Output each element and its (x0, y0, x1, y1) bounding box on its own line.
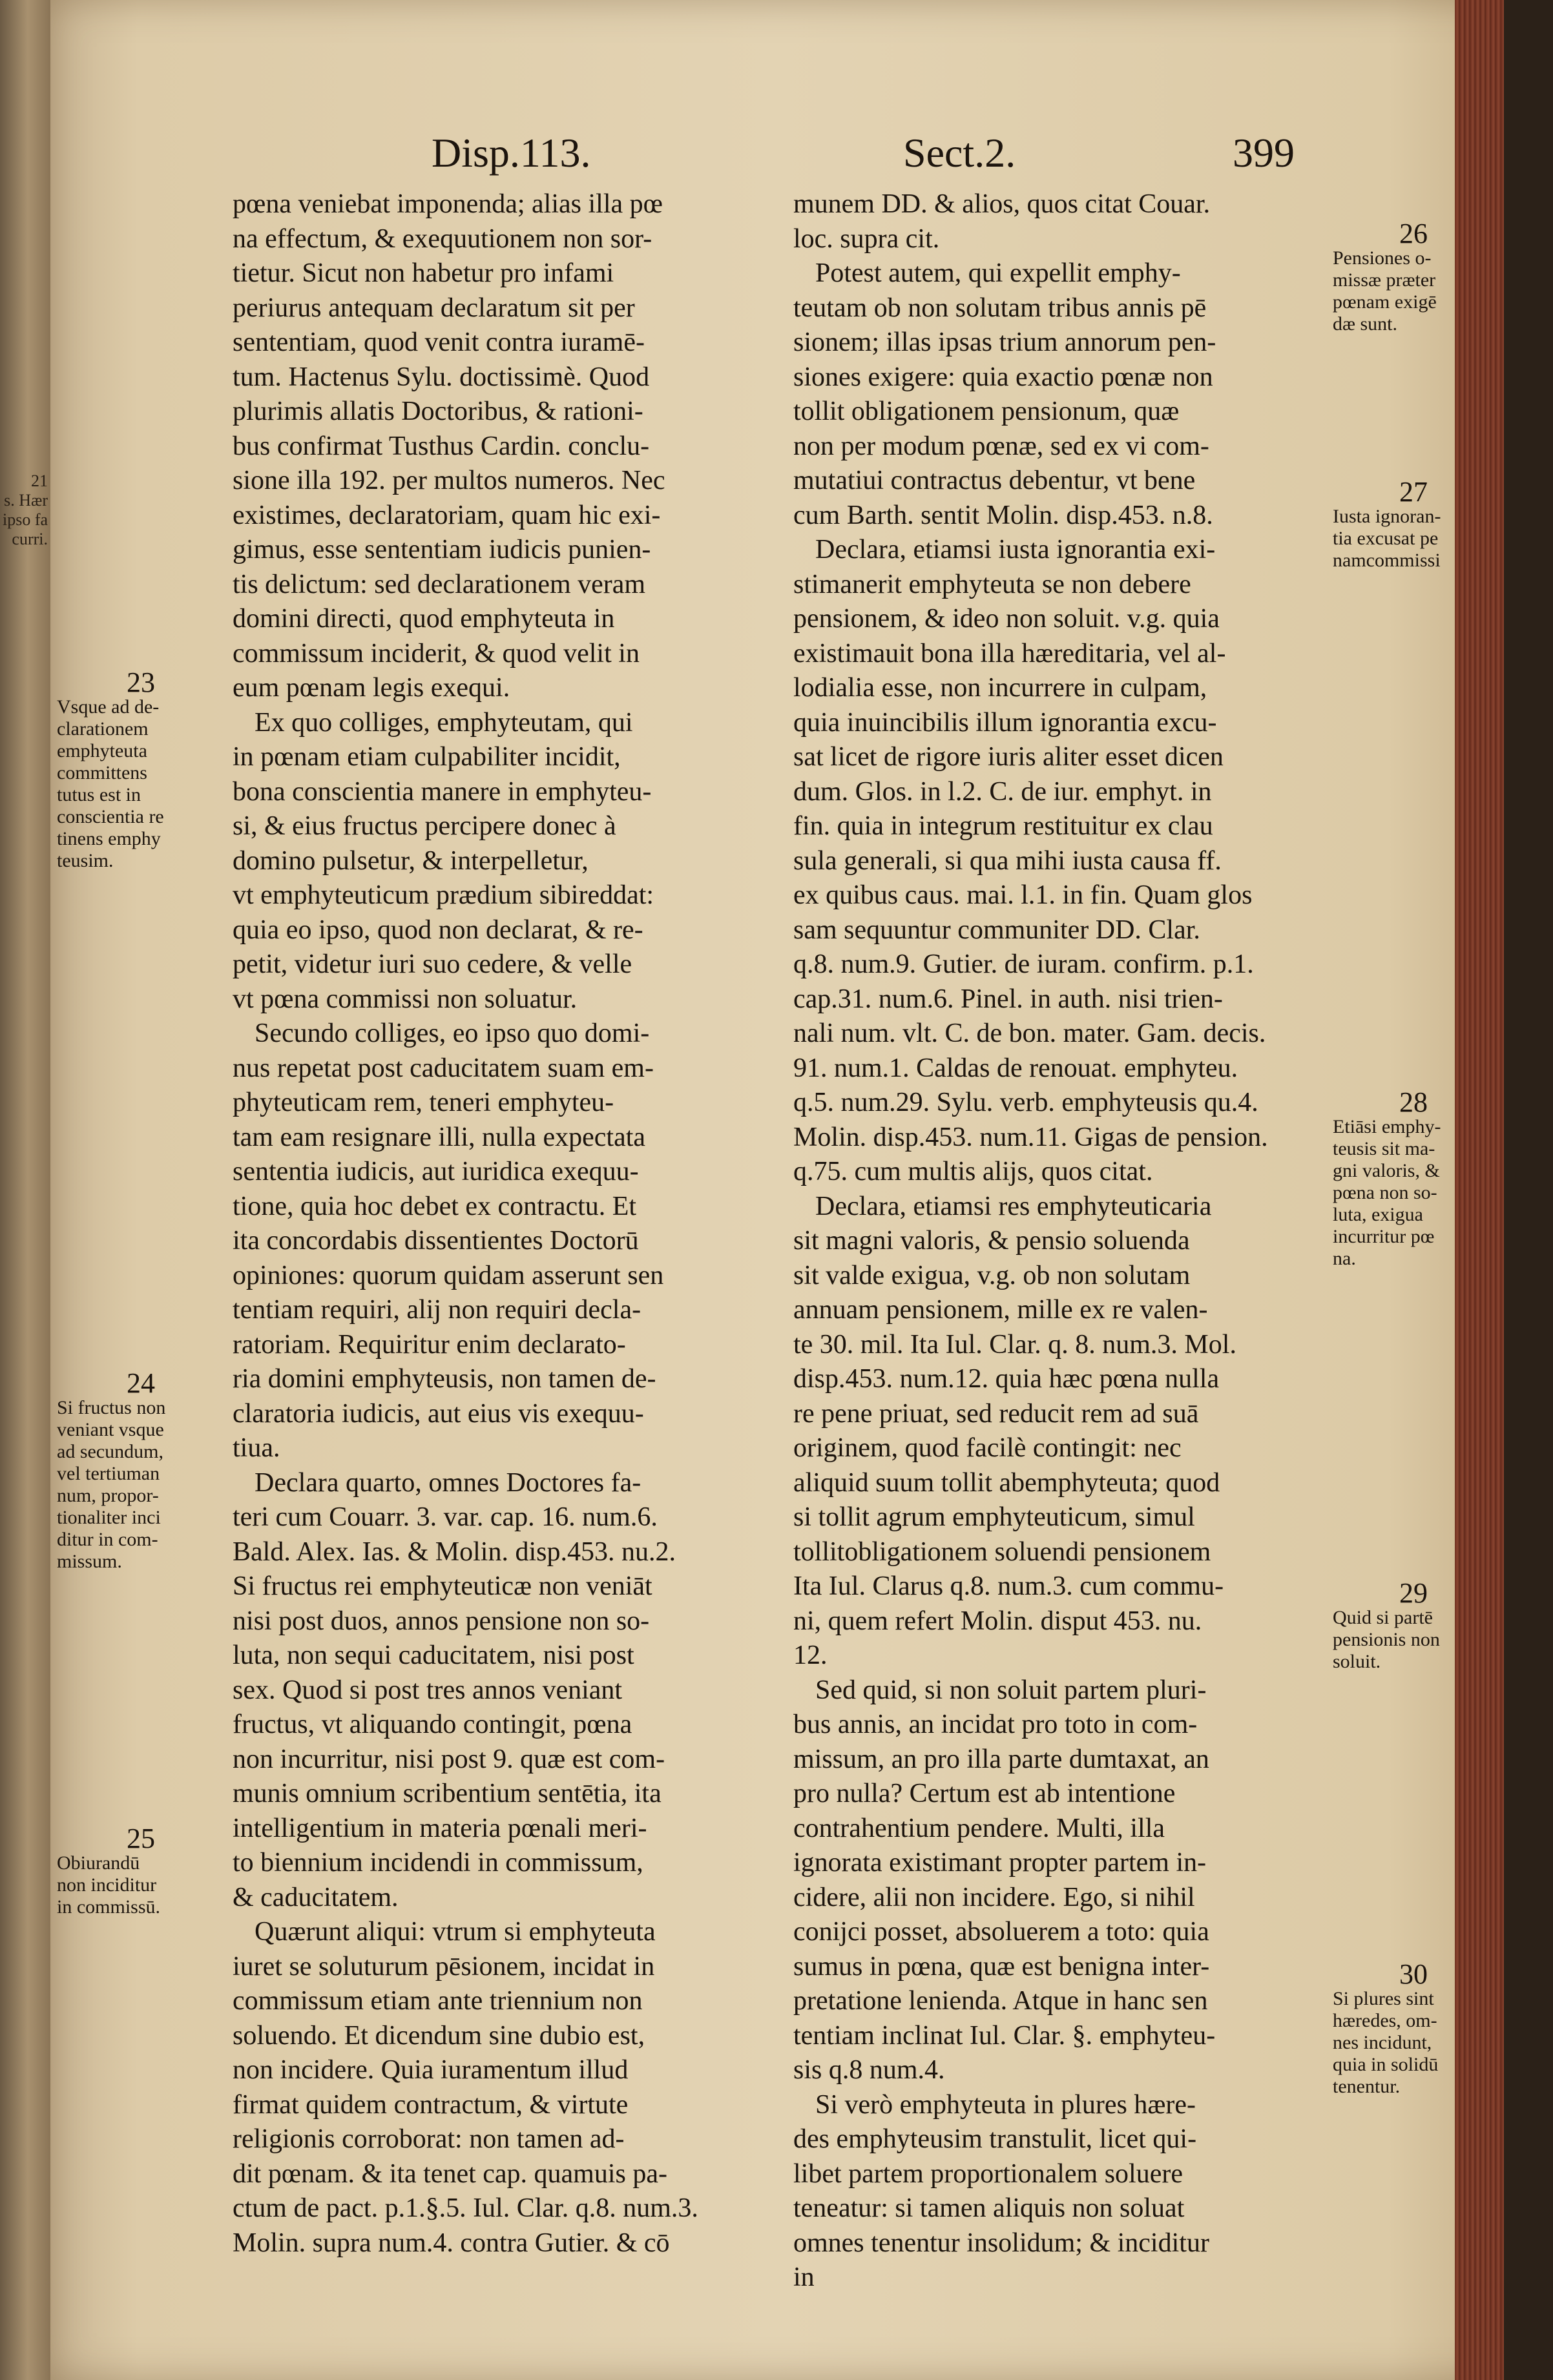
text-line: non incidere. Quia iuramentum illud (233, 2055, 629, 2085)
margin-note-line: pœnam exigē (1333, 291, 1437, 313)
text-line: in pœnam etiam culpabiliter incidit, (233, 742, 621, 772)
text-line: & caducitatem. (233, 1882, 399, 1912)
margin-note-line: luta, exigua (1333, 1204, 1423, 1225)
margin-note-line: veniant vsque (57, 1419, 164, 1440)
text-line: opiniones: quorum quidam asserunt sen (233, 1260, 664, 1290)
text-line: munis omnium scribentium sentētia, ita (233, 1779, 662, 1808)
text-line: aliquid suum tollit abemphyteuta; quod (793, 1467, 1220, 1498)
text-line: si tollit agrum emphyteuticum, simul (793, 1502, 1195, 1532)
text-line: soluendo. Et dicendum sine dubio est, (233, 2020, 645, 2051)
margin-note-line: num, propor- (57, 1485, 159, 1506)
text-line: in (793, 2262, 815, 2292)
text-line: siones exigere: quia exactio pœnæ non (793, 362, 1213, 392)
text-line: re pene priuat, sed reducit rem ad suā (793, 1398, 1199, 1429)
margin-note-line: vel tertiuman (57, 1463, 160, 1484)
text-line: sis q.8 num.4. (793, 2055, 945, 2085)
text-line: commissum inciderit, & quod velit in (233, 638, 640, 668)
margin-note-line: quia in solidū (1333, 2054, 1439, 2075)
margin-note-line: Quid si partē (1333, 1607, 1433, 1628)
margin-note-line: soluit. (1333, 1651, 1381, 1672)
text-line: munem DD. & alios, quos citat Couar. (793, 189, 1211, 219)
text-line: sententiam, quod venit contra iuramē- (233, 327, 645, 357)
text-line: pensionem, & ideo non soluit. v.g. quia (793, 604, 1220, 634)
text-line: Si fructus rei emphyteuticæ non veniāt (233, 1571, 652, 1601)
margin-note-line: non inciditur (57, 1874, 157, 1896)
text-line: intelligentium in materia pœnali meri- (233, 1813, 647, 1843)
text-line: tietur. Sicut non habetur pro infami (233, 258, 614, 288)
text-line: plurimis allatis Doctoribus, & rationi- (233, 397, 643, 426)
margin-note-line: namcommissi (1333, 550, 1441, 571)
text-line: bus annis, an incidat pro toto in com- (793, 1710, 1198, 1739)
text-line: teutam ob non solutam tribus annis pē (793, 293, 1207, 323)
text-line: q.8. num.9. Gutier. de iuram. confirm. p.1. (793, 949, 1254, 979)
text-line: ria domini emphyteusis, non tamen de- (233, 1364, 656, 1394)
text-line: Quærunt aliqui: vtrum si emphyteuta (255, 1917, 656, 1947)
text-line: lodialia esse, non incurrere in culpam, (793, 673, 1207, 703)
text-line: dit pœnam. & ita tenet cap. quamuis pa- (233, 2158, 667, 2189)
margin-note-line: Obiurandū (57, 1852, 140, 1874)
text-line: sat licet de rigore iuris aliter esset dicen (793, 742, 1224, 772)
text-line: annuam pensionem, mille ex re valen- (793, 1295, 1208, 1325)
text-line: religionis corroborat: non tamen ad- (233, 2124, 625, 2154)
margin-note-line: gni valoris, & (1333, 1160, 1440, 1181)
text-line: sula generali, si qua mihi iusta causa ff. (793, 845, 1222, 876)
text-line: commissum etiam ante triennium non (233, 1986, 643, 2016)
margin-note-24 (57, 1367, 225, 1573)
margin-note-number: 24 (127, 1367, 155, 1399)
text-line: originem, quod facilè contingit: nec (793, 1433, 1182, 1463)
text-line: sententia iudicis, aut iuridica exequu- (233, 1157, 639, 1186)
text-line: sit magni valoris, & pensio soluenda (793, 1226, 1190, 1256)
text-line: Potest autem, qui expellit emphy- (815, 258, 1181, 288)
text-line: nisi post duos, annos pensione non so- (233, 1606, 650, 1636)
text-line: iuret se soluturum pēsionem, incidat in (233, 1951, 655, 1982)
margin-note-line: ad secundum, (57, 1441, 163, 1462)
text-line: ignorata existimant propter partem in- (793, 1848, 1207, 1878)
margin-note-line: Iusta ignoran- (1333, 506, 1441, 527)
text-line: to biennium incidendi in commissum, (233, 1848, 643, 1878)
text-line: mutatiui contractus debentur, vt bene (793, 466, 1196, 495)
text-line: teri cum Couarr. 3. var. cap. 16. num.6. (233, 1502, 658, 1532)
text-line: quia eo ipso, quod non declarat, & re- (233, 915, 643, 945)
previous-page-margin-notes (3, 471, 48, 549)
right-text-column (793, 187, 1323, 2295)
text-line: tentiam requiri, alij non requiri decla- (233, 1295, 641, 1325)
prev-margin-line: 21 (31, 471, 48, 490)
text-line: tum. Hactenus Sylu. doctissimè. Quod (233, 362, 650, 392)
text-line: vt emphyteuticum prædium sibireddat: (233, 880, 654, 910)
margin-note-line: committens (57, 762, 147, 783)
margin-note-line: emphyteuta (57, 740, 147, 761)
text-line: Declara quarto, omnes Doctores fa- (255, 1467, 641, 1498)
margin-note-line: nes incidunt, (1333, 2032, 1432, 2053)
text-line: pretatione lenienda. Atque in hanc sen (793, 1986, 1208, 2016)
text-line: Declara, etiamsi iusta ignorantia exi- (815, 535, 1216, 564)
text-line: q.5. num.29. Sylu. verb. emphyteusis qu.4. (793, 1088, 1258, 1117)
margin-note-line: ditur in com- (57, 1529, 158, 1550)
text-line: te 30. mil. Ita Iul. Clar. q. 8. num.3. Mol. (793, 1329, 1236, 1360)
margin-note-line: Vsque ad de- (57, 696, 160, 718)
margin-note-line: na. (1333, 1248, 1356, 1269)
text-line: pœna veniebat imponenda; alias illa pœ (233, 189, 663, 219)
text-line: sex. Quod si post tres annos veniant (233, 1675, 623, 1705)
left-text-column (233, 187, 769, 2261)
margin-note-line: clarationem (57, 718, 149, 740)
margin-note-line: missæ præter (1333, 269, 1436, 291)
text-line: ex quibus caus. mai. l.1. in fin. Quam glos (793, 880, 1253, 910)
margin-note-number: 25 (127, 1823, 155, 1854)
text-line: omnes tenentur insolidum; & inciditur (793, 2228, 1209, 2258)
text-line: 91. num.1. Caldas de renouat. emphyteu. (793, 1053, 1238, 1083)
text-line: nus repetat post caducitatem suam em- (233, 1053, 654, 1083)
text-line: ita concordabis dissentientes Doctorū (233, 1226, 639, 1256)
text-line: cidere, alii non incidere. Ego, si nihil (793, 1882, 1195, 1912)
text-line: claratoria iudicis, aut eius vis exequu- (233, 1398, 644, 1429)
margin-note-line: incurritur pœ (1333, 1226, 1435, 1247)
text-line: sumus in pœna, quæ est benigna inter- (793, 1951, 1210, 1982)
text-line: phyteuticam rem, teneri emphyteu- (233, 1088, 614, 1117)
margin-note-line: hæredes, om- (1333, 2010, 1437, 2031)
running-header (50, 129, 1504, 187)
prev-margin-line: s. Hær (4, 491, 48, 510)
text-line: sionem; illas ipsas trium annorum pen- (793, 327, 1216, 357)
text-line: contrahentium pendere. Multi, illa (793, 1813, 1165, 1843)
text-line: cum Barth. sentit Molin. disp.453. n.8. (793, 500, 1213, 530)
text-line: ratoriam. Requiritur enim declarato- (233, 1329, 626, 1360)
margin-note-line: missum. (57, 1551, 122, 1572)
text-line: fructus, vt aliquando contingit, pœna (233, 1710, 632, 1739)
text-line: fin. quia in integrum restituitur ex clau (793, 811, 1213, 841)
text-line: tentiam inclinat Iul. Clar. §. emphyteu- (793, 2020, 1216, 2051)
text-line: Sed quid, si non soluit partem pluri- (815, 1675, 1207, 1705)
text-line: stimanerit emphyteuta se non debere (793, 569, 1191, 599)
text-line: conijci posset, absoluerem a toto: quia (793, 1917, 1209, 1947)
text-line: tollit obligationem pensionum, quæ (793, 397, 1180, 426)
text-line: eum pœnam legis exequi. (233, 673, 510, 703)
text-line: des emphyteusim transtulit, licet qui- (793, 2124, 1197, 2154)
text-line: tis delictum: sed declarationem veram (233, 569, 646, 599)
text-line: Declara, etiamsi res emphyteuticaria (815, 1191, 1212, 1221)
text-line: existimes, declaratoriam, quam hic exi- (233, 500, 661, 530)
text-line: disp.453. num.12. quia hæc pœna nulla (793, 1364, 1220, 1394)
text-line: quia inuincibilis illum ignorantia excu- (793, 707, 1217, 738)
margin-note-line: Etiāsi emphy- (1333, 1116, 1441, 1137)
margin-note-line: tenentur. (1333, 2076, 1401, 2097)
text-line: Si verò emphyteuta in plures hære- (815, 2089, 1196, 2120)
text-line: cap.31. num.6. Pinel. in auth. nisi trien- (793, 984, 1223, 1014)
margin-note-number: 23 (127, 667, 155, 698)
margin-note-line: Si fructus non (57, 1397, 166, 1418)
text-line: petit, videtur iuri suo cedere, & velle (233, 949, 632, 979)
text-line: Molin. disp.453. num.11. Gigas de pension. (793, 1122, 1268, 1152)
text-line: sam sequuntur communiter DD. Clar. (793, 915, 1200, 945)
margin-note-line: tia excusat pe (1333, 528, 1439, 549)
text-line: domini directi, quod emphyteuta in (233, 604, 615, 634)
text-line: vt pœna commissi non soluatur. (233, 984, 578, 1014)
book-page (50, 0, 1504, 2380)
text-line: Molin. supra num.4. contra Gutier. & cō (233, 2228, 670, 2258)
margin-note-line: tinens emphy (57, 828, 161, 849)
text-line: Ex quo colliges, emphyteutam, qui (255, 707, 633, 738)
text-line: luta, non sequi caducitatem, nisi post (233, 1640, 634, 1670)
margin-note-line: Pensiones o- (1333, 247, 1432, 269)
margin-note-number: 29 (1399, 1577, 1428, 1609)
text-line: pro nulla? Certum est ab intentione (793, 1779, 1176, 1808)
margin-note-line: teusim. (57, 850, 114, 871)
text-line: non incurritur, nisi post 9. quæ est com- (233, 1744, 665, 1774)
text-line: tam eam resignare illi, nulla expectata (233, 1122, 646, 1152)
text-line: gimus, esse sententiam iudicis punien- (233, 535, 651, 564)
margin-note-line: teusis sit ma- (1333, 1138, 1435, 1159)
header-section: Sect.2. (903, 130, 1016, 176)
text-line: libet partem proportionalem soluere (793, 2158, 1183, 2189)
text-line: tiua. (233, 1433, 280, 1463)
margin-note-line: tionaliter inci (57, 1507, 161, 1528)
margin-note-23 (57, 667, 225, 872)
text-line: 12. (793, 1640, 828, 1670)
prev-margin-line: curri. (12, 530, 48, 548)
margin-note-line: conscientia re (57, 806, 164, 827)
text-line: missum, an pro illa parte dumtaxat, an (793, 1744, 1209, 1774)
margin-note-number: 26 (1399, 218, 1428, 249)
margin-note-number: 28 (1399, 1086, 1428, 1118)
text-line: q.75. cum multis alijs, quos citat. (793, 1157, 1153, 1186)
text-line: loc. supra cit. (793, 223, 940, 254)
text-line: si, & eius fructus percipere donec à (233, 811, 616, 841)
text-line: Bald. Alex. Ias. & Molin. disp.453. nu.2. (233, 1537, 676, 1567)
text-line: ni, quem refert Molin. disput 453. nu. (793, 1606, 1202, 1636)
text-line: firmat quidem contractum, & virtute (233, 2089, 629, 2120)
text-line: existimauit bona illa hæreditaria, vel al- (793, 638, 1226, 668)
margin-note-line: tutus est in (57, 784, 141, 805)
text-line: nali num. vlt. C. de bon. mater. Gam. decis. (793, 1019, 1266, 1048)
page-edge-gilded (1455, 0, 1504, 2380)
text-line: periurus antequam declaratum sit per (233, 293, 635, 323)
previous-page-edge (0, 0, 50, 2380)
margin-note-line: pensionis non (1333, 1629, 1440, 1650)
margin-note-line: in commissū. (57, 1896, 161, 1918)
margin-note-number: 30 (1399, 1958, 1428, 1990)
header-disputation: Disp.113. (432, 130, 591, 176)
text-line: bus confirmat Tusthus Cardin. conclu- (233, 431, 650, 461)
text-line: ctum de pact. p.1.§.5. Iul. Clar. q.8. num.3. (233, 2193, 698, 2223)
text-line: tollitobligationem soluendi pensionem (793, 1537, 1211, 1567)
margin-note-number: 27 (1399, 476, 1428, 508)
margin-note-line: dæ sunt. (1333, 313, 1398, 335)
text-line: na effectum, & exequutionem non sor- (233, 223, 652, 254)
page-number: 399 (1233, 130, 1295, 176)
text-line: sit valde exigua, v.g. ob non solutam (793, 1260, 1191, 1290)
text-line: teneatur: si tamen aliquis non soluat (793, 2193, 1185, 2223)
text-line: Ita Iul. Clarus q.8. num.3. cum commu- (793, 1571, 1224, 1601)
text-line: bona conscientia manere in emphyteu- (233, 776, 652, 807)
margin-note-25 (57, 1823, 225, 1918)
text-line: sione illa 192. per multos numeros. Nec (233, 466, 665, 495)
text-line: tione, quia hoc debet ex contractu. Et (233, 1191, 637, 1221)
text-line: non per modum pœnæ, sed ex vi com- (793, 431, 1209, 461)
text-line: Secundo colliges, eo ipso quo domi- (255, 1019, 650, 1048)
margin-note-line: Si plures sint (1333, 1988, 1434, 2009)
text-line: dum. Glos. in l.2. C. de iur. emphyt. in (793, 776, 1212, 807)
prev-margin-line: ipso fa (3, 510, 48, 529)
text-line: domino pulsetur, & interpelletur, (233, 845, 589, 876)
margin-note-line: pœna non so- (1333, 1182, 1437, 1203)
